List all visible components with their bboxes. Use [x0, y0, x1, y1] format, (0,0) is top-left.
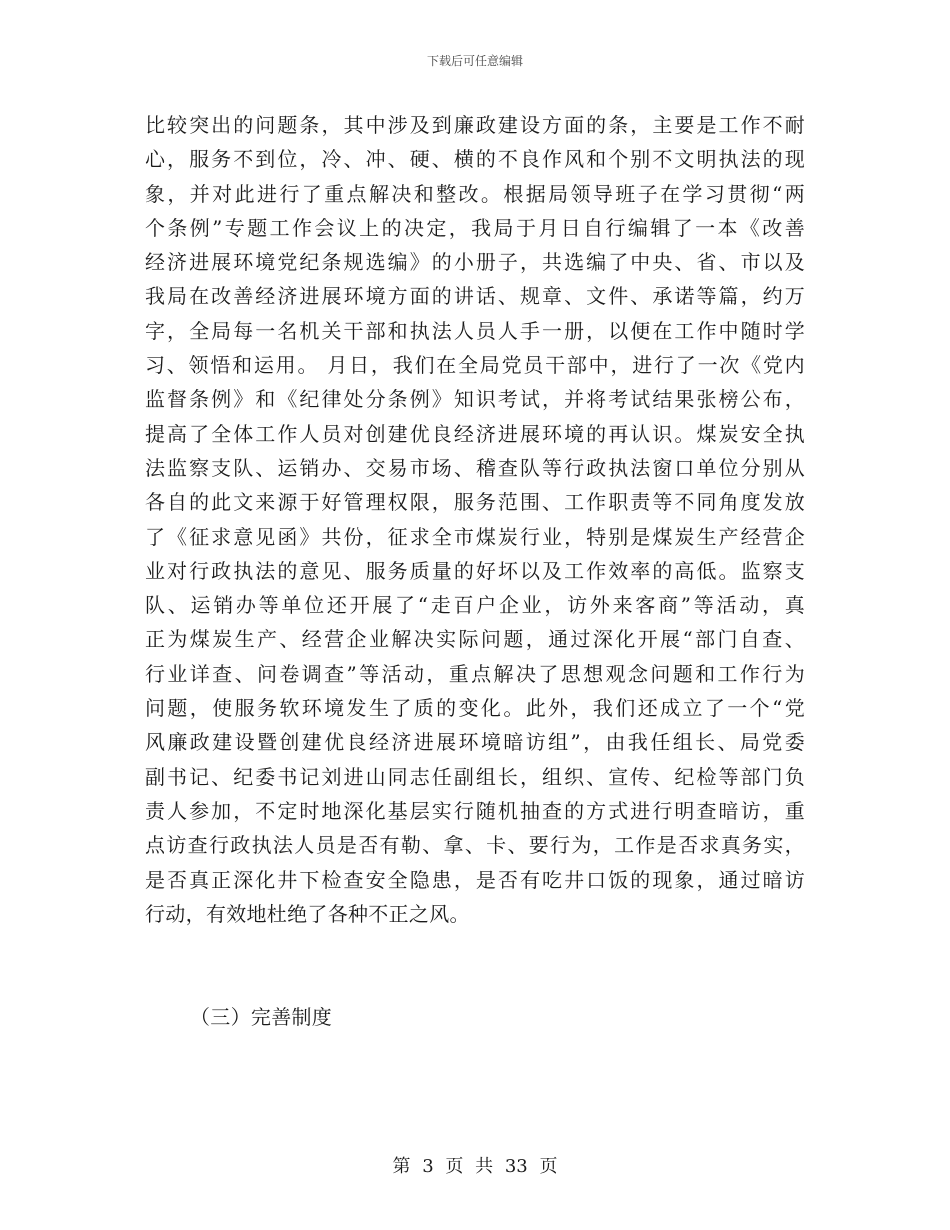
text-line: 个条例”专题工作会议上的决定，我局于月日自行编辑了一本《改善 — [145, 215, 805, 240]
body-paragraph — [145, 108, 805, 931]
text-line: 正为煤炭生产、经营企业解决实际问题，通过深化开展“部门自查、 — [145, 627, 805, 652]
text-line: 行动，有效地杜绝了各种不正之风。 — [145, 901, 470, 926]
text-line: 象，并对此进行了重点解决和整改。根据局领导班子在学习贯彻“两 — [145, 181, 805, 206]
text-line: 经济进展环境党纪条规选编》的小册子，共选编了中央、省、市以及 — [145, 250, 805, 275]
section-subheading: （三）完善制度 — [190, 1005, 333, 1029]
text-line: 字，全局每一名机关干部和执法人员人手一册，以便在工作中随时学 — [145, 318, 805, 343]
text-line: 副书记、纪委书记刘进山同志任副组长，组织、宣传、纪检等部门负 — [145, 764, 805, 789]
text-line: 队、运销办等单位还开展了“走百户企业，访外来客商”等活动，真 — [145, 593, 805, 618]
text-line: 比较突出的问题条，其中涉及到廉政建设方面的条，主要是工作不耐 — [145, 113, 805, 137]
text-line: 是否真正深化井下检查安全隐患，是否有吃井口饭的现象，通过暗访 — [145, 867, 805, 892]
page-footer: 第 3 页 共 33 页 — [392, 1156, 558, 1177]
text-line: 监督条例》和《纪律处分条例》知识考试，并将考试结果张榜公布， — [145, 387, 805, 412]
text-line: 各自的此文来源于好管理权限，服务范围、工作职责等不同角度发放 — [145, 490, 805, 515]
text-line: 行业详查、问卷调查”等活动，重点解决了思想观念问题和工作行为 — [145, 661, 805, 686]
page-header: 下载后可任意编辑 — [426, 54, 523, 68]
text-line: 业对行政执法的意见、服务质量的好坏以及工作效率的高低。监察支 — [145, 558, 805, 583]
text-line: 心，服务不到位，冷、冲、硬、横的不良作风和个别不文明执法的现 — [145, 147, 805, 172]
text-line: 了《征求意见函》共份，征求全市煤炭行业，特别是煤炭生产经营企 — [145, 524, 805, 549]
text-line: 法监察支队、运销办、交易市场、稽查队等行政执法窗口单位分别从 — [145, 455, 805, 480]
text-line: 责人参加，不定时地深化基层实行随机抽查的方式进行明查暗访，重 — [145, 798, 805, 823]
text-line: 点访查行政执法人员是否有勒、拿、卡、要行为，工作是否求真务实， — [145, 833, 805, 858]
text-line: 风廉政建设暨创建优良经济进展环境暗访组”，由我任组长、局党委 — [145, 730, 805, 755]
text-line: 提高了全体工作人员对创建优良经济进展环境的再认识。煤炭安全执 — [145, 421, 805, 446]
text-line: 习、领悟和运用。 月日，我们在全局党员干部中，进行了一次《党内 — [145, 353, 805, 378]
text-line: 问题，使服务软环境发生了质的变化。此外，我们还成立了一个“党 — [145, 696, 805, 721]
text-line: 我局在改善经济进展环境方面的讲话、规章、文件、承诺等篇，约万 — [145, 284, 805, 309]
